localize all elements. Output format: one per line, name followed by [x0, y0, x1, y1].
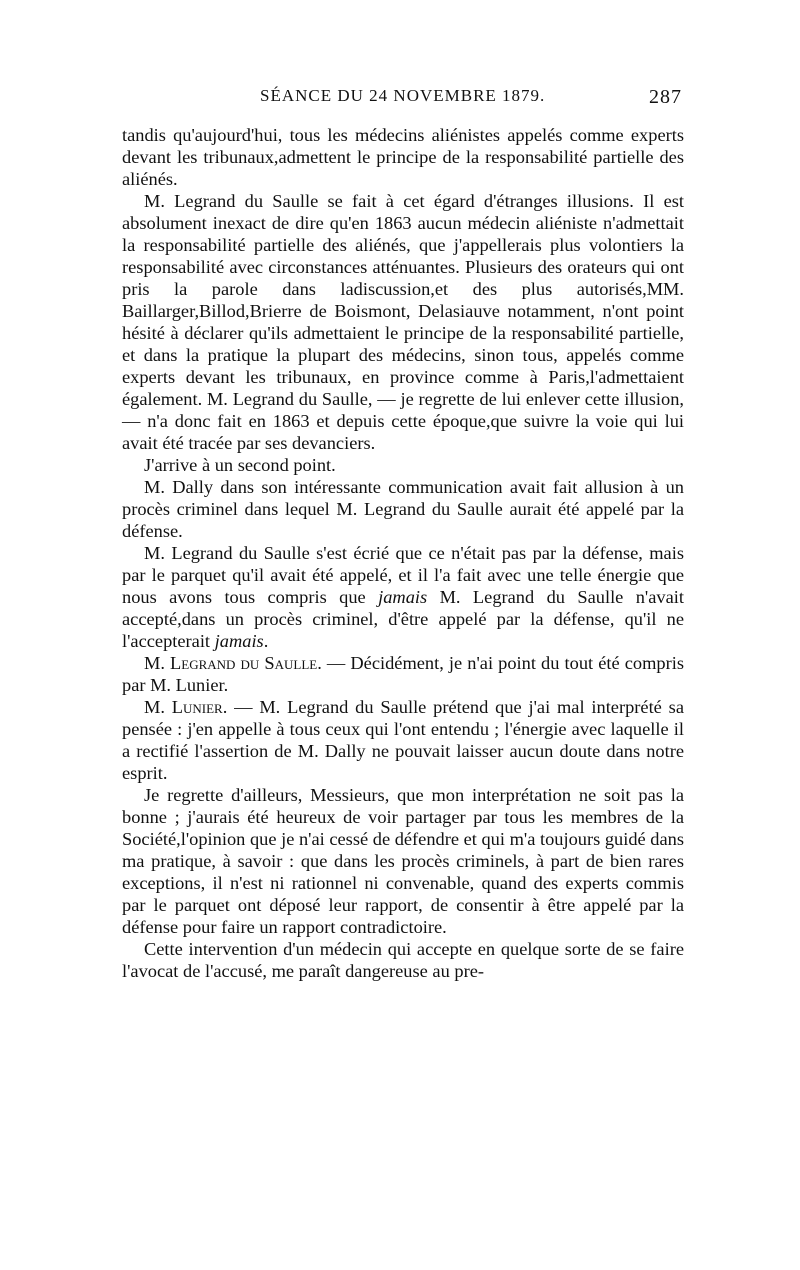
paragraph-text: M. Legrand du Saulle se fait à cet égard d'étranges illusions. Il est absolument inexact de dire qu'en 1863 aucun médecin aliéniste n'admettait la responsabilité partielle des aliénés, que j'appellerais plus volontiers la responsabilité avec circonstances atténuantes. Plusieurs des orateurs qui ont pris la parole dans ladiscussion,et des plus autorisés,MM. Baillarger,Billod,Brierre de Boismont, Delasiauve notamment, n'ont point hésité à déclarer qu'ils admettaient le principe de la responsabilité partielle, et dans la pratique la plupart des médecins, sinon tous, appelés comme experts devant les tribunaux, en province comme à Paris,l'admettaient également. M. Legrand du Saulle, — je regrette de lui enlever cette illusion, — n'a donc fait en 1863 et depuis cette époque,que suivre la voie qui lui avait été tracée par ses devanciers.	[122, 191, 684, 453]
paragraph	[122, 454, 684, 476]
paragraph	[122, 784, 684, 938]
paragraph-text: tandis qu'aujourd'hui, tous les médecins aliénistes appelés comme experts devant les tribunaux,admettent le principe de la responsabilité partielle des aliénés.	[122, 125, 684, 189]
speaker-name: M. Legrand du Saulle.	[144, 653, 322, 673]
paragraph-text: M. Legrand du Saulle s'est écrié que ce n'était pas par la défense, mais par le parquet qu'il avait été appelé, et il l'a fait avec une telle énergie que nous avons tous compris que	[122, 543, 684, 607]
italic-emphasis: jamais	[378, 587, 428, 607]
paragraph-text: J'arrive à un second point.	[144, 455, 336, 475]
paragraph	[122, 124, 684, 190]
running-head-title: SÉANCE DU 24 NOVEMBRE 1879.	[260, 86, 546, 105]
paragraph	[122, 476, 684, 542]
paragraph-text: Cette intervention d'un médecin qui accepte en quelque sorte de se faire l'avocat de l'accusé, me paraît dangereuse au pre-	[122, 939, 684, 981]
paragraph	[122, 190, 684, 454]
paragraph-text: .	[263, 631, 269, 651]
paragraph-text: — M. Legrand du Saulle prétend que j'ai mal interprété sa pensée : j'en appelle à tous ceux qui l'ont entendu ; l'énergie avec laquelle il a rectifié l'assertion de M. Dally ne pouvait laisser aucun doute dans notre esprit.	[122, 697, 684, 783]
paragraph-text: — Décidément, je n'ai point du tout été compris par M. Lunier.	[122, 653, 685, 695]
paragraph	[122, 696, 684, 784]
speaker-name: M. Lunier.	[144, 697, 228, 717]
paragraph-text: M. Dally dans son intéressante communication avait fait allusion à un procès criminel dans lequel M. Legrand du Saulle aurait été appelé par la défense.	[122, 477, 684, 541]
paragraph	[122, 938, 684, 982]
paragraph	[122, 542, 684, 652]
page-number: 287	[649, 86, 682, 108]
italic-emphasis: jamais	[214, 631, 264, 651]
running-head	[122, 86, 682, 114]
paragraph-text: Je regrette d'ailleurs, Messieurs, que mon interprétation ne soit pas la bonne ; j'aurais été heureux de voir partager par tous les membres de la Société,l'opinion que je n'ai cessé de défendre et qui m'a toujours guidé dans ma pratique, à savoir : que dans les procès criminels, à part de bien rares exceptions, il n'est ni rationnel ni convenable, quand des experts commis par le parquet ont déposé leur rapport, de consentir à être appelé par la défense pour faire un rapport contradictoire.	[122, 785, 685, 937]
paragraph-text: M. Legrand du Saulle n'avait accepté,dans un procès criminel, d'être appelé par la défense, qu'il ne l'accepterait	[122, 587, 684, 651]
paragraph	[122, 652, 684, 696]
body-text	[122, 124, 684, 982]
